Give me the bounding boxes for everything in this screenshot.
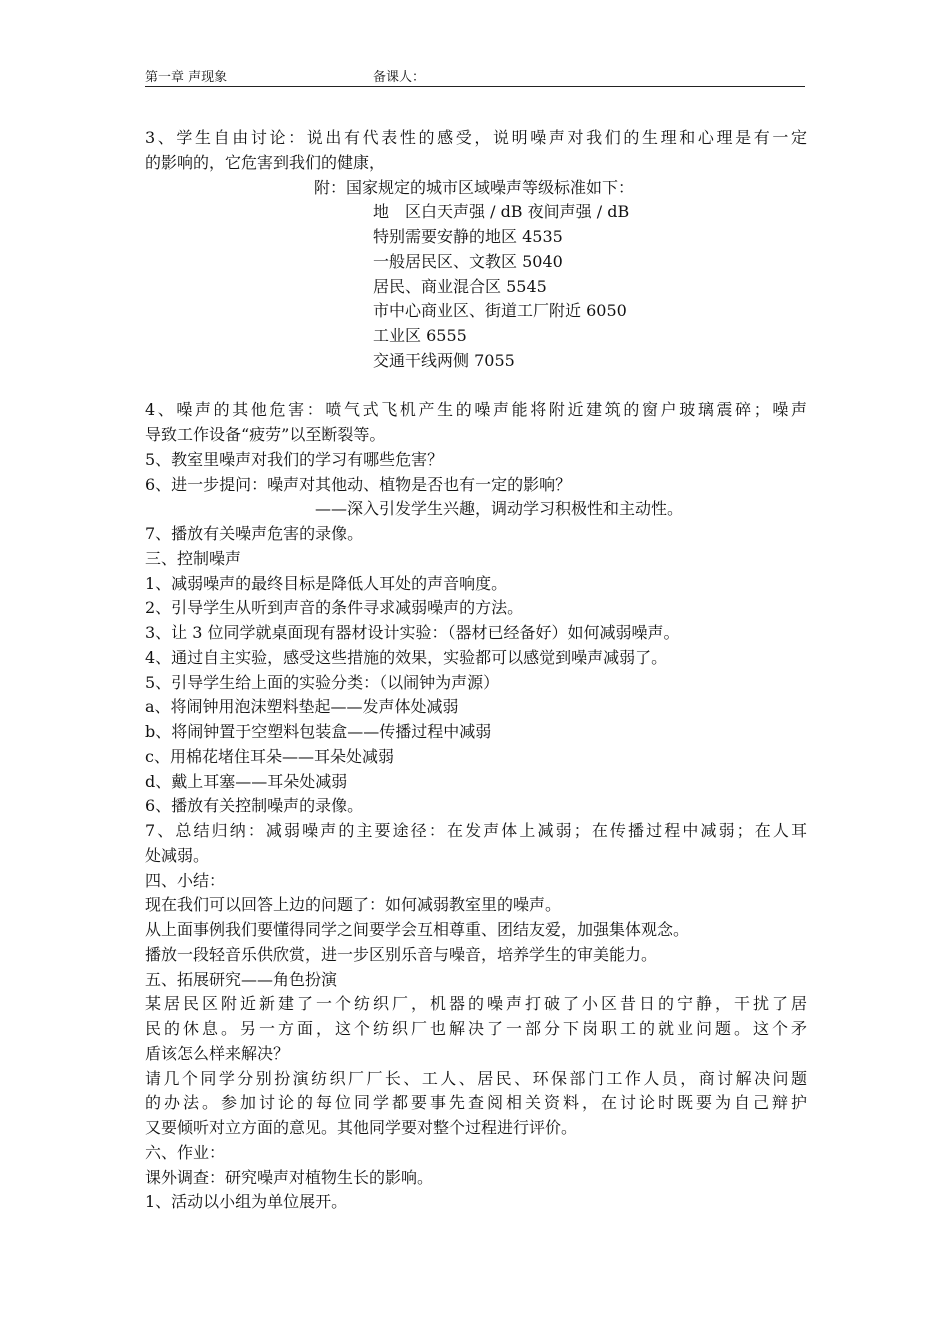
paragraph-line: 盾该怎么样来解决？ <box>145 1043 290 1063</box>
paragraph-line: 又要倾听对立方面的意见。其他同学要对整个过程进行评价。 <box>145 1118 578 1137</box>
section-heading: 五、拓展研究——角色扮演 <box>145 969 338 989</box>
document-body <box>145 126 807 1215</box>
paragraph-line: 从上面事例我们要懂得同学之间要学会互相尊重、团结友爱，加强集体观念。 <box>145 920 690 939</box>
noise-standard-header-row: 地 区白天声强 / dB 夜间声强 / dB <box>373 202 630 222</box>
paragraph-line: 3、学生自由讨论：说出有代表性的感受，说明噪声对我们的生理和心理是有一定 <box>145 128 807 147</box>
paragraph-line: 4、噪声的其他危害：喷气式飞机产生的噪声能将附近建筑的窗户玻璃震碎；噪声 <box>145 400 807 420</box>
section-heading: 三、控制噪声 <box>145 548 242 568</box>
paragraph-line: 7、播放有关噪声危害的录像。 <box>145 524 364 543</box>
list-item: b、将闹钟置于空塑料包装盒——传播过程中减弱 <box>145 722 492 741</box>
paragraph-line: 7、总结归纳：减弱噪声的主要途径：在发声体上减弱；在传播过程中减弱；在人耳 <box>145 821 807 840</box>
paragraph-line: 播放一段轻音乐供欣赏，进一步区别乐音与噪音，培养学生的审美能力。 <box>145 944 658 964</box>
paragraph-line: 的影响的，它危害到我们的健康， <box>145 152 386 172</box>
noise-standard-row: 居民、商业混合区 5545 <box>373 276 547 296</box>
paragraph-line: 课外调查：研究噪声对植物生长的影响。 <box>145 1167 434 1187</box>
noise-standard-row: 交通干线两侧 7055 <box>373 350 515 370</box>
paragraph-line: 3、让 3 位同学就桌面现有器材设计实验：（器材已经备好）如何减弱噪声。 <box>145 623 680 642</box>
list-item: d、戴上耳塞——耳朵处减弱 <box>145 771 348 791</box>
paragraph-line: 5、引导学生给上面的实验分类：（以闹钟为声源） <box>145 672 500 692</box>
page-header <box>145 66 805 87</box>
paragraph-line: 处减弱。 <box>145 845 210 865</box>
blank-line <box>145 374 807 399</box>
paragraph-line: 某居民区附近新建了一个纺织厂，机器的噪声打破了小区昔日的宁静，干扰了居 <box>145 994 807 1014</box>
noise-standard-row: 特别需要安静的地区 4535 <box>373 227 563 246</box>
preparer-label: 备课人： <box>373 70 426 85</box>
noise-standard-row: 市中心商业区、街道工厂附近 6050 <box>373 301 627 321</box>
paragraph-line: 现在我们可以回答上边的问题了：如何减弱教室里的噪声。 <box>145 895 562 915</box>
paragraph-line: 1、活动以小组为单位展开。 <box>145 1192 348 1212</box>
noise-standard-row: 工业区 6555 <box>373 326 467 345</box>
paragraph-line: 民的休息。另一方面，这个纺织厂也解决了一部分下岗职工的就业问题。这个矛 <box>145 1019 807 1038</box>
section-heading: 六、作业： <box>145 1142 226 1162</box>
noise-standard-row: 一般居民区、文教区 5040 <box>373 251 563 271</box>
paragraph-line: 1、减弱噪声的最终目标是降低人耳处的声音响度。 <box>145 573 508 593</box>
list-item: a、将闹钟用泡沫塑料垫起——发声体处减弱 <box>145 697 459 717</box>
paragraph-line: 请几个同学分别扮演纺织厂厂长、工人、居民、环保部门工作人员，商讨解决问题 <box>145 1068 807 1088</box>
paragraph-line: 4、通过自主实验，感受这些措施的效果，实验都可以感觉到噪声减弱了。 <box>145 647 668 667</box>
chapter-title: 第一章 声现象 <box>145 70 228 85</box>
paragraph-line: 5、教室里噪声对我们的学习有哪些危害？ <box>145 449 444 469</box>
noise-standard-heading: 附：国家规定的城市区域噪声等级标准如下： <box>314 177 635 197</box>
list-item: c、用棉花堵住耳朵——耳朵处减弱 <box>145 746 394 766</box>
section-heading: 四、小结： <box>145 870 226 890</box>
paragraph-line: 导致工作设备“疲劳”以至断裂等。 <box>145 425 386 444</box>
paragraph-line: 6、进一步提问：噪声对其他动、植物是否也有一定的影响？ <box>145 474 572 494</box>
teaching-note: ——深入引发学生兴趣，调动学习积极性和主动性。 <box>315 499 684 519</box>
paragraph-line: 6、播放有关控制噪声的录像。 <box>145 796 364 816</box>
paragraph-line: 的办法。参加讨论的每位同学都要事先查阅相关资料，在讨论时既要为自己辩护 <box>145 1093 807 1113</box>
paragraph-line: 2、引导学生从听到声音的条件寻求减弱噪声的方法。 <box>145 598 524 618</box>
